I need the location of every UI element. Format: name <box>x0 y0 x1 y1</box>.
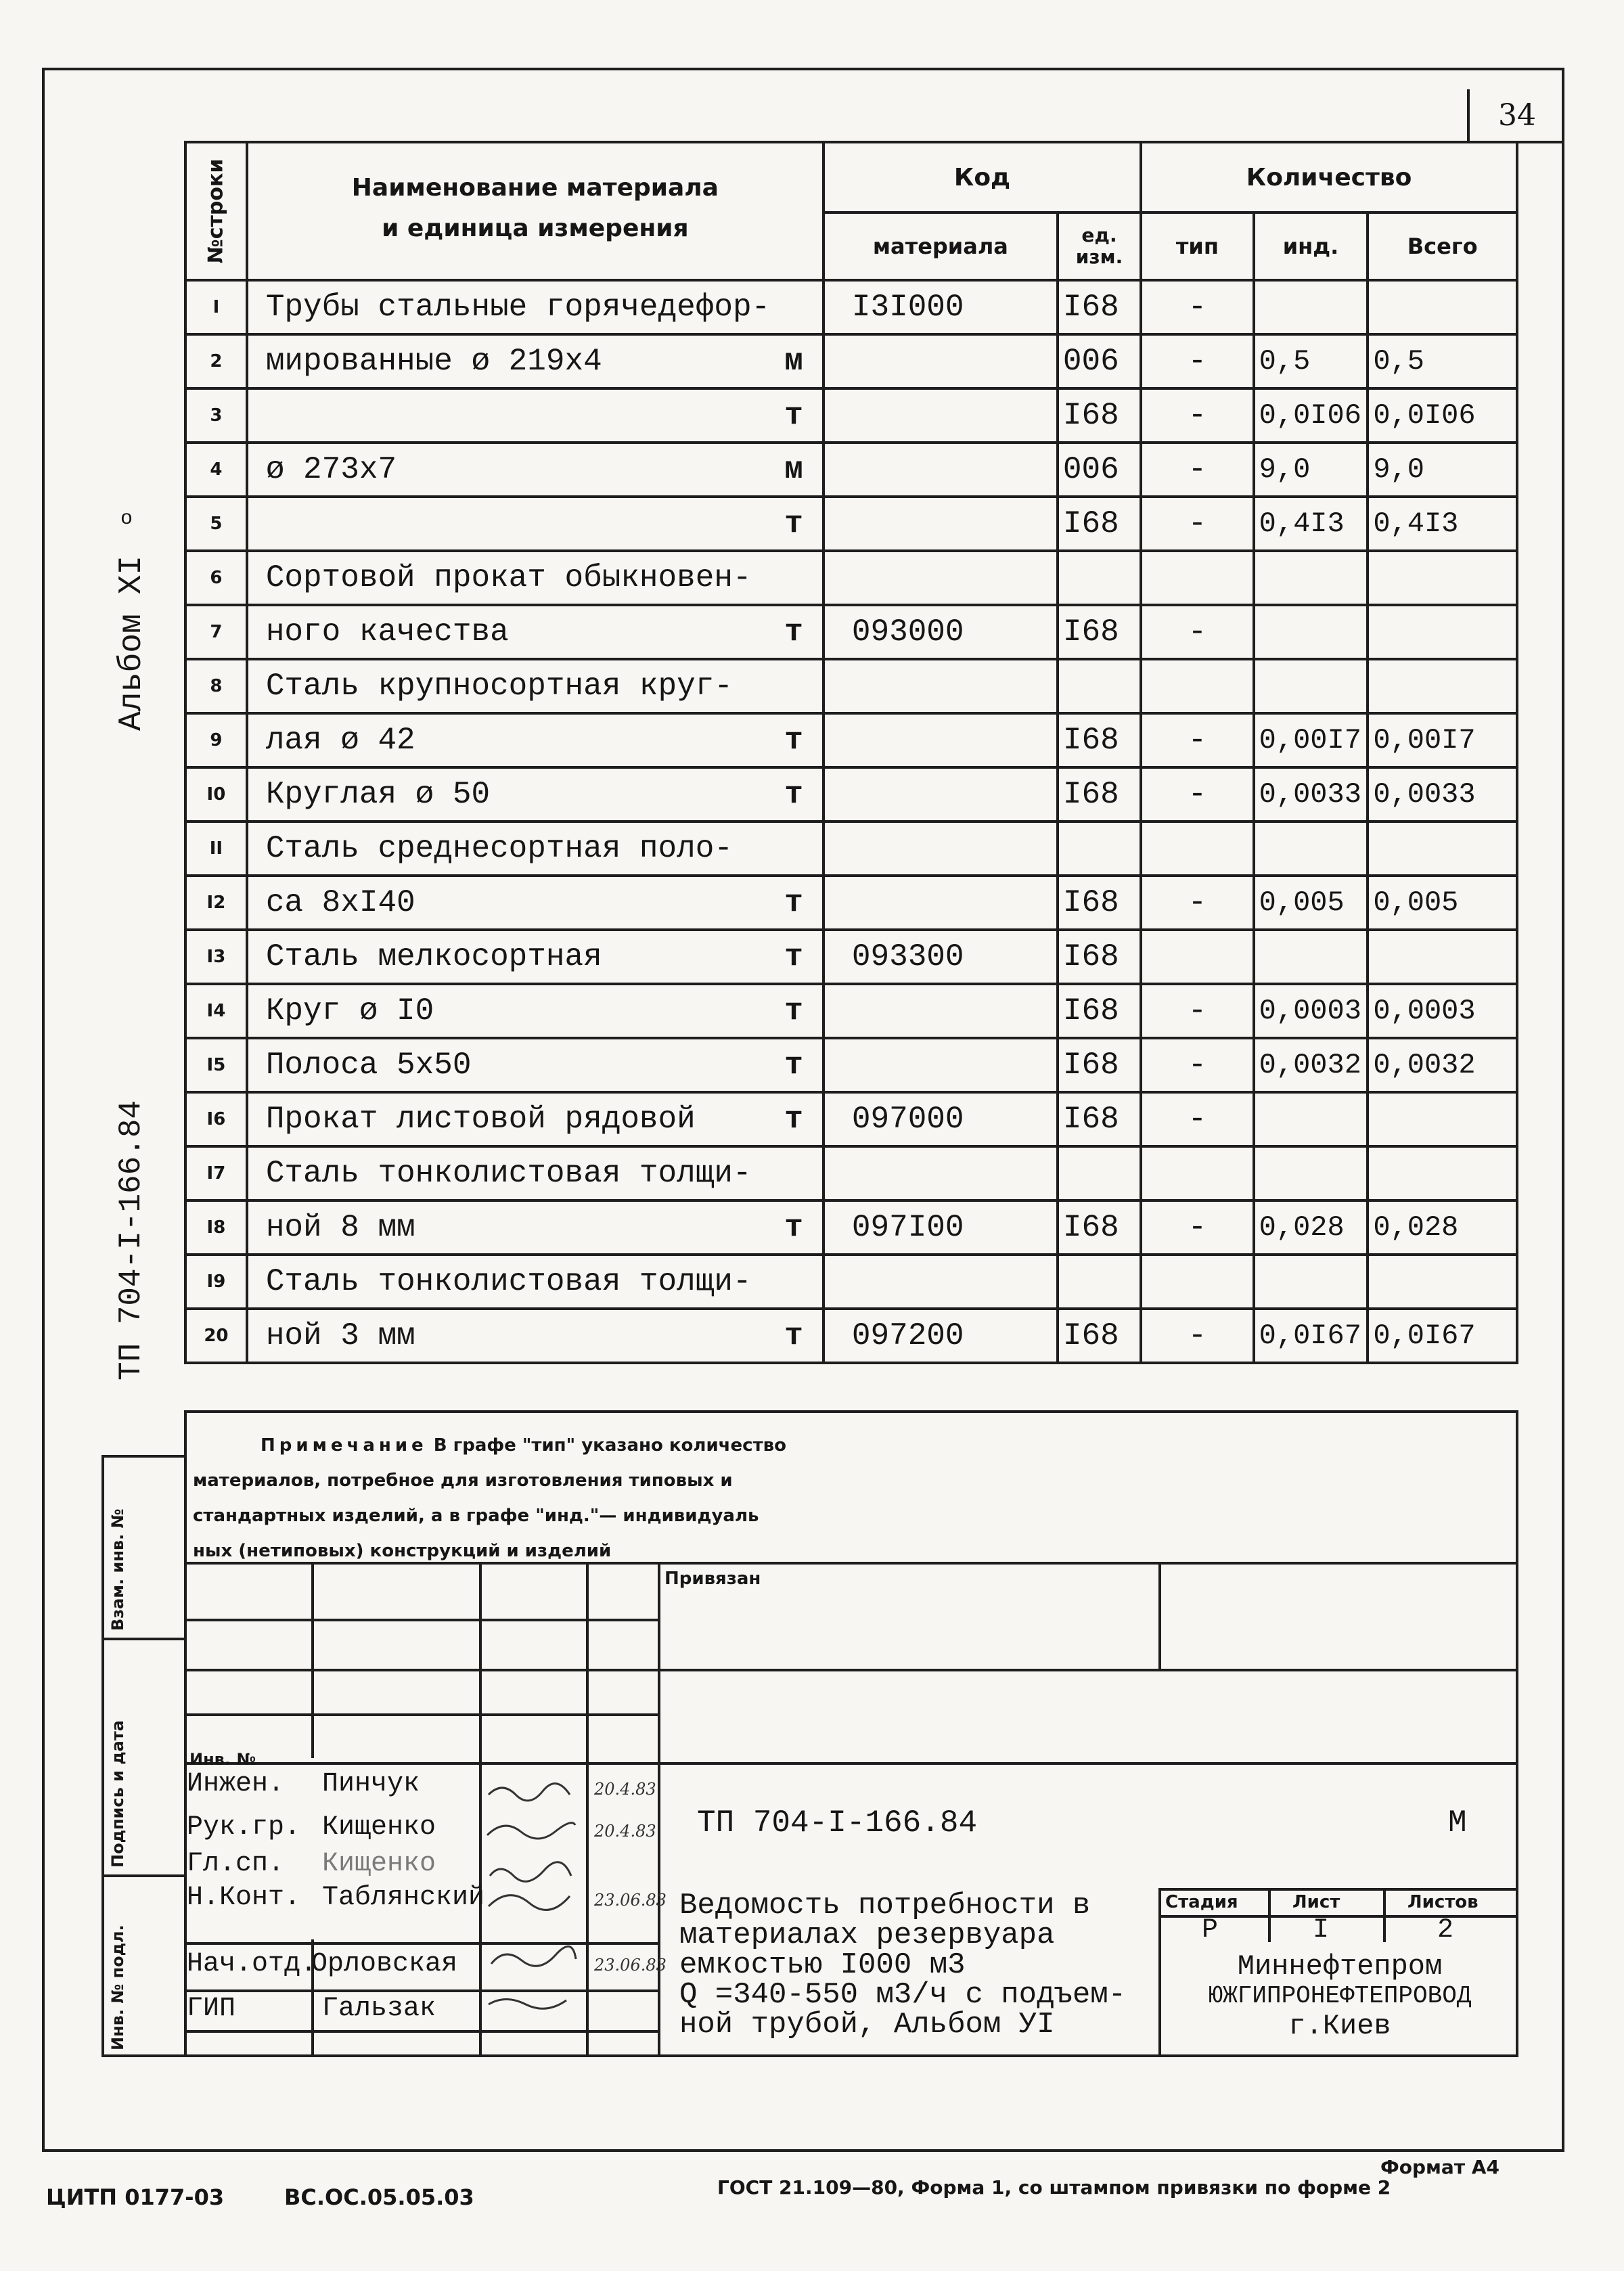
qty-ind <box>1254 1092 1368 1146</box>
table-row <box>185 443 1517 497</box>
name-2: Кищенко <box>322 1812 436 1843</box>
rule <box>1516 1410 1518 2057</box>
table-row <box>185 876 1517 930</box>
unit-code: I68 <box>1058 984 1141 1038</box>
qty-total <box>1368 1092 1517 1146</box>
qty-type: - <box>1141 1200 1254 1255</box>
qty-total: 0,0I06 <box>1368 388 1517 443</box>
qty-type: - <box>1141 876 1254 930</box>
material-name-text: Сталь тонколистовая толщи- <box>265 1156 752 1191</box>
material-code: 097000 <box>824 1092 1058 1146</box>
stamp-letter: М <box>1448 1805 1467 1841</box>
signatures-drawing <box>482 1768 583 2052</box>
rule <box>1383 1888 1386 1942</box>
material-name <box>247 984 824 1038</box>
table-row <box>185 1038 1517 1092</box>
measure-unit: т <box>784 1318 803 1353</box>
qty-type: - <box>1141 984 1254 1038</box>
row-number: 4 <box>185 443 247 497</box>
qty-ind: 0,5 <box>1254 334 1368 388</box>
material-code <box>824 1038 1058 1092</box>
unit-code <box>1058 659 1141 713</box>
role-6: ГИП <box>187 1994 236 2024</box>
material-name-text: мированные ø 219x4 <box>265 344 602 379</box>
material-code <box>824 551 1058 605</box>
sheet-label: Лист <box>1292 1892 1340 1912</box>
qty-total: 0,4I3 <box>1368 497 1517 551</box>
header-unit: ед. изм. <box>1058 212 1141 280</box>
rule <box>1158 1888 1518 1891</box>
material-code: 093300 <box>824 930 1058 984</box>
material-name-text: Сталь среднесортная поло- <box>265 831 733 866</box>
qty-type <box>1141 1255 1254 1309</box>
row-number: 3 <box>185 388 247 443</box>
measure-unit: м <box>784 344 803 379</box>
row-number: I7 <box>185 1146 247 1200</box>
header-type: тип <box>1141 212 1254 280</box>
header-material: материала <box>824 212 1058 280</box>
qty-ind <box>1254 280 1368 334</box>
material-code: 097I00 <box>824 1200 1058 1255</box>
row-number: I4 <box>185 984 247 1038</box>
header-name: Наименование материала и единица измерения <box>247 142 824 280</box>
qty-ind <box>1254 1255 1368 1309</box>
material-name-text: ной 8 мм <box>265 1210 415 1245</box>
qty-total: 0,5 <box>1368 334 1517 388</box>
material-code <box>824 822 1058 876</box>
name-4: Таблянский <box>322 1883 485 1913</box>
row-number: 8 <box>185 659 247 713</box>
table-row <box>185 767 1517 822</box>
qty-total <box>1368 605 1517 659</box>
unit-code: I68 <box>1058 1200 1141 1255</box>
qty-type <box>1141 930 1254 984</box>
title-line2: материалах резервуара <box>679 1918 1055 1952</box>
qty-type: - <box>1141 334 1254 388</box>
inv-no-label: Инв. № <box>189 1750 256 1769</box>
label-inv-podl: Инв. № подл. <box>108 1925 127 2050</box>
table-row <box>185 1146 1517 1200</box>
qty-type: - <box>1141 280 1254 334</box>
stage-value: Р <box>1202 1915 1219 1946</box>
name-6: Гальзак <box>322 1994 436 2024</box>
qty-ind <box>1254 822 1368 876</box>
material-name-text: ной 3 мм <box>265 1318 415 1353</box>
rule <box>311 1562 314 1758</box>
rule <box>102 1455 184 1458</box>
row-number: I5 <box>185 1038 247 1092</box>
measure-unit: т <box>784 614 803 650</box>
row-number: I <box>185 280 247 334</box>
material-name <box>247 713 824 767</box>
material-name <box>247 930 824 984</box>
table-row <box>185 551 1517 605</box>
row-number: II <box>185 822 247 876</box>
material-name <box>247 551 824 605</box>
material-name <box>247 388 824 443</box>
qty-type: - <box>1141 767 1254 822</box>
qty-type: - <box>1141 1038 1254 1092</box>
stage-label: Стадия <box>1165 1892 1238 1912</box>
note-line1: В графе "тип" указано количество <box>433 1435 786 1456</box>
table-row <box>185 930 1517 984</box>
material-code <box>824 334 1058 388</box>
qty-total <box>1368 659 1517 713</box>
unit-code: I68 <box>1058 767 1141 822</box>
qty-ind <box>1254 930 1368 984</box>
material-name <box>247 605 824 659</box>
title-line1: Ведомость потребности в <box>679 1889 1091 1923</box>
header-row-no: №строки <box>185 142 247 280</box>
unit-code: I68 <box>1058 713 1141 767</box>
rule <box>102 1455 104 2057</box>
table-row <box>185 822 1517 876</box>
rule <box>184 1562 1518 1565</box>
title-line4: Q =340-550 м3/ч с подъем- <box>679 1978 1127 2012</box>
title-line3: емкостью I000 м3 <box>679 1948 966 1982</box>
material-name-text: Прокат листовой рядовой <box>265 1102 696 1137</box>
rule <box>1158 1888 1161 2054</box>
header-ind: инд. <box>1254 212 1368 280</box>
material-code <box>824 388 1058 443</box>
table-row <box>185 1092 1517 1146</box>
measure-unit: т <box>784 1210 803 1245</box>
footer-code-2: ВС.ОС.05.05.03 <box>284 2184 474 2210</box>
note-line4: ных (нетиповых) конструкций и изделий <box>193 1541 612 1561</box>
rule <box>102 1638 184 1640</box>
qty-type: - <box>1141 713 1254 767</box>
document-title <box>679 1891 1126 2040</box>
label-podpis-data: Подпись и дата <box>108 1720 127 1868</box>
material-code <box>824 876 1058 930</box>
material-name <box>247 1309 824 1363</box>
material-code <box>824 1146 1058 1200</box>
qty-type: - <box>1141 497 1254 551</box>
sheet-value: I <box>1313 1915 1330 1946</box>
measure-unit: т <box>784 885 803 920</box>
material-name-text: Трубы стальные горячедефор- <box>265 290 771 325</box>
material-name-text: Круг ø I0 <box>265 993 434 1029</box>
unit-code: I68 <box>1058 1309 1141 1363</box>
row-number: 2 <box>185 334 247 388</box>
table-row <box>185 713 1517 767</box>
note-lead: Примечание <box>261 1435 428 1456</box>
qty-total: 0,0I67 <box>1368 1309 1517 1363</box>
table-row <box>185 497 1517 551</box>
qty-total <box>1368 1255 1517 1309</box>
unit-code: I68 <box>1058 280 1141 334</box>
album-mark: o <box>120 508 133 531</box>
material-name <box>247 280 824 334</box>
note-line3: стандартных изделий, а в графе "инд."— индивидуаль <box>193 1506 759 1526</box>
row-number: I9 <box>185 1255 247 1309</box>
material-code <box>824 497 1058 551</box>
page-number: 34 <box>1467 89 1564 143</box>
footer-code-1: ЦИТП 0177-03 <box>46 2184 225 2210</box>
unit-code: I68 <box>1058 1038 1141 1092</box>
table-row <box>185 334 1517 388</box>
qty-total <box>1368 822 1517 876</box>
qty-type <box>1141 1146 1254 1200</box>
material-name <box>247 497 824 551</box>
unit-code: 006 <box>1058 443 1141 497</box>
rule <box>184 1669 1518 1671</box>
material-name <box>247 1038 824 1092</box>
qty-type: - <box>1141 1309 1254 1363</box>
material-code <box>824 713 1058 767</box>
row-number: I6 <box>185 1092 247 1146</box>
material-code <box>824 984 1058 1038</box>
qty-ind: 0,0I06 <box>1254 388 1368 443</box>
qty-total: 9,0 <box>1368 443 1517 497</box>
rule <box>184 1410 1518 1413</box>
unit-code: 006 <box>1058 334 1141 388</box>
measure-unit: т <box>784 723 803 758</box>
name-3: Кищенко <box>322 1849 436 1879</box>
table-row <box>185 605 1517 659</box>
rule <box>1268 1888 1271 1942</box>
row-number: I0 <box>185 767 247 822</box>
material-name-text: Полоса 5x50 <box>265 1048 472 1083</box>
qty-ind: 0,005 <box>1254 876 1368 930</box>
measure-unit: т <box>784 993 803 1029</box>
material-name-text: Сталь мелкосортная <box>265 939 602 974</box>
row-number: I8 <box>185 1200 247 1255</box>
row-number: 6 <box>185 551 247 605</box>
measure-unit: т <box>784 506 803 541</box>
unit-code: I68 <box>1058 605 1141 659</box>
qty-type: - <box>1141 1092 1254 1146</box>
qty-type: - <box>1141 388 1254 443</box>
row-number: I3 <box>185 930 247 984</box>
material-name <box>247 767 824 822</box>
material-name <box>247 1200 824 1255</box>
qty-ind: 0,0003 <box>1254 984 1368 1038</box>
qty-ind <box>1254 605 1368 659</box>
row-number: I2 <box>185 876 247 930</box>
header-code: Код <box>824 142 1141 212</box>
row-number: 9 <box>185 713 247 767</box>
table-row <box>185 388 1517 443</box>
title-line5: ной трубой, Альбом УI <box>679 2008 1055 2042</box>
rule <box>658 1562 660 2056</box>
qty-ind <box>1254 1146 1368 1200</box>
date-1: 20.4.83 <box>594 1780 656 1799</box>
note-block <box>193 1428 1479 1569</box>
org-line1: Миннефтепром <box>1237 1950 1443 1983</box>
unit-code <box>1058 551 1141 605</box>
qty-ind: 0,0032 <box>1254 1038 1368 1092</box>
material-code: 097200 <box>824 1309 1058 1363</box>
material-name-text: Сортовой прокат обыкновен- <box>265 560 752 595</box>
qty-total <box>1368 280 1517 334</box>
material-code <box>824 1255 1058 1309</box>
material-code: I3I000 <box>824 280 1058 334</box>
material-code <box>824 443 1058 497</box>
organization <box>1164 1952 1516 2041</box>
qty-total <box>1368 1146 1517 1200</box>
measure-unit: т <box>784 777 803 812</box>
qty-ind: 0,028 <box>1254 1200 1368 1255</box>
material-name-text: Сталь крупносортная круг- <box>265 669 733 704</box>
qty-ind <box>1254 659 1368 713</box>
role-4: Н.Конт. <box>187 1883 301 1913</box>
header-quantity: Количество <box>1141 142 1517 212</box>
material-name-text: лая ø 42 <box>265 723 415 758</box>
material-name-text: Круглая ø 50 <box>265 777 491 812</box>
rule <box>184 1762 1518 1765</box>
material-name <box>247 1255 824 1309</box>
note-line2: материалов, потребное для изготовления типовых и <box>193 1470 733 1491</box>
table-row <box>185 1255 1517 1309</box>
unit-code: I68 <box>1058 1092 1141 1146</box>
material-name <box>247 659 824 713</box>
unit-code <box>1058 1255 1141 1309</box>
materials-table <box>184 141 1518 1364</box>
qty-total: 0,0003 <box>1368 984 1517 1038</box>
role-3: Гл.сп. <box>187 1849 285 1879</box>
org-line2: ЮЖГИПРОНЕФТЕПРОВОД <box>1208 1982 1472 2010</box>
role-5: Нач.отд. <box>187 1949 317 1979</box>
rule <box>1158 1562 1161 1669</box>
qty-total: 0,0033 <box>1368 767 1517 822</box>
qty-ind: 0,0033 <box>1254 767 1368 822</box>
qty-total: 0,005 <box>1368 876 1517 930</box>
qty-total <box>1368 551 1517 605</box>
material-code: 093000 <box>824 605 1058 659</box>
material-name-text: ø 273x7 <box>265 452 397 487</box>
table-row <box>185 280 1517 334</box>
unit-code <box>1058 822 1141 876</box>
role-2: Рук.гр. <box>187 1812 301 1843</box>
sheets-value: 2 <box>1437 1915 1454 1946</box>
unit-code: I68 <box>1058 876 1141 930</box>
qty-ind: 0,00I7 <box>1254 713 1368 767</box>
qty-total: 0,00I7 <box>1368 713 1517 767</box>
table-row <box>185 1200 1517 1255</box>
privyazan-label: Привязан <box>664 1569 761 1589</box>
name-5: Орловская <box>311 1949 458 1979</box>
material-name-text: са 8xI40 <box>265 885 415 920</box>
qty-ind: 0,4I3 <box>1254 497 1368 551</box>
qty-total <box>1368 930 1517 984</box>
rule <box>586 1562 589 2056</box>
qty-type: - <box>1141 443 1254 497</box>
rule <box>102 1874 184 1877</box>
album-label: Альбом XI <box>114 555 150 731</box>
material-code <box>824 659 1058 713</box>
qty-type <box>1141 551 1254 605</box>
qty-type: - <box>1141 605 1254 659</box>
material-name <box>247 334 824 388</box>
qty-type <box>1141 659 1254 713</box>
measure-unit: т <box>784 398 803 433</box>
material-name-text: Сталь тонколистовая толщи- <box>265 1264 752 1299</box>
qty-ind <box>1254 551 1368 605</box>
material-name-text: ного качества <box>265 614 509 650</box>
unit-code: I68 <box>1058 388 1141 443</box>
material-name <box>247 1092 824 1146</box>
date-4: 23.06.83 <box>594 1891 667 1910</box>
footer-gost: ГОСТ 21.109—80, Форма 1, со штампом привязки по форме 2 <box>717 2176 1391 2199</box>
measure-unit: т <box>784 1048 803 1083</box>
unit-code <box>1058 1146 1141 1200</box>
material-name <box>247 443 824 497</box>
table-row <box>185 1309 1517 1363</box>
material-name-text <box>252 506 266 541</box>
qty-total: 0,0032 <box>1368 1038 1517 1092</box>
side-doc-code: ТП 704-I-166.84 <box>114 1100 149 1380</box>
qty-ind: 0,0I67 <box>1254 1309 1368 1363</box>
material-code <box>824 767 1058 822</box>
sheets-label: Листов <box>1407 1892 1479 1912</box>
name-1: Пинчук <box>322 1769 420 1799</box>
format-label: Формат А4 <box>1380 2156 1499 2178</box>
row-number: 5 <box>185 497 247 551</box>
qty-type <box>1141 822 1254 876</box>
label-vzam-inv: Взам. инв. № <box>108 1508 127 1631</box>
material-name <box>247 822 824 876</box>
material-name-text <box>252 398 266 433</box>
date-5: 23.06.83 <box>594 1956 667 1975</box>
qty-total: 0,028 <box>1368 1200 1517 1255</box>
table-row <box>185 984 1517 1038</box>
row-number: 20 <box>185 1309 247 1363</box>
header-total: Всего <box>1368 212 1517 280</box>
unit-code: I68 <box>1058 497 1141 551</box>
material-name <box>247 1146 824 1200</box>
unit-code: I68 <box>1058 930 1141 984</box>
org-line3: г.Киев <box>1288 2010 1391 2042</box>
qty-ind: 9,0 <box>1254 443 1368 497</box>
measure-unit: м <box>784 452 803 487</box>
row-number: 7 <box>185 605 247 659</box>
rule <box>102 2054 1518 2057</box>
table-row <box>185 659 1517 713</box>
measure-unit: т <box>784 939 803 974</box>
material-name <box>247 876 824 930</box>
measure-unit: т <box>784 1102 803 1137</box>
date-2: 20.4.83 <box>594 1822 656 1841</box>
stamp-doc-code: ТП 704-I-166.84 <box>697 1805 978 1841</box>
role-1: Инжен. <box>187 1769 285 1799</box>
